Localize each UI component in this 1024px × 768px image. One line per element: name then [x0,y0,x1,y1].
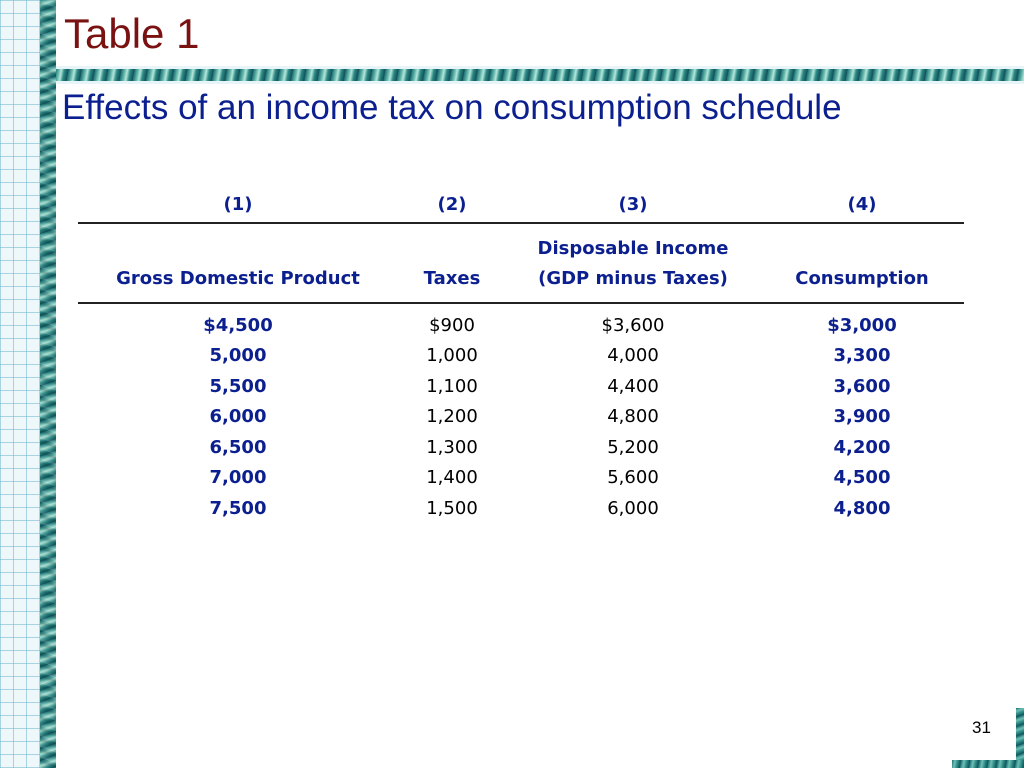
gdp-cell: $4,500 [203,314,273,336]
disposable-income-cell: 5,600 [607,467,659,489]
page-number: 31 [972,718,991,737]
table-row [78,303,964,341]
table-row [78,402,964,433]
gdp-cell: 6,000 [209,406,267,428]
column-number: (1) [78,186,398,223]
taxes-cell: 1,300 [426,436,478,458]
column-number: (2) [398,186,506,223]
column-header-row [78,223,964,303]
gdp-cell: 5,500 [209,375,267,397]
disposable-income-cell: 4,000 [607,345,659,367]
corner-decoration-right [1016,708,1024,768]
corner-decoration-bottom [952,760,1024,768]
disposable-income-cell: 4,400 [607,375,659,397]
taxes-cell: $900 [429,314,475,336]
consumption-cell: 3,300 [833,345,891,367]
header-line: (GDP minus Taxes) [538,268,728,289]
table-row [78,463,964,494]
taxes-cell: 1,400 [426,467,478,489]
consumption-cell: $3,000 [827,314,897,336]
header-line: Consumption [795,268,929,289]
header-taxes [398,223,506,303]
gdp-cell: 5,000 [209,345,267,367]
column-number: (4) [760,186,964,223]
disposable-income-cell: $3,600 [601,314,665,336]
consumption-cell: 4,500 [833,467,891,489]
title-divider-band [56,66,1024,84]
taxes-cell: 1,100 [426,375,478,397]
taxes-cell: 1,200 [426,406,478,428]
disposable-income-cell: 6,000 [607,497,659,519]
table-row [78,493,964,524]
table-row [78,341,964,372]
consumption-cell: 3,900 [833,406,891,428]
consumption-cell: 3,600 [833,375,891,397]
gdp-cell: 7,500 [209,497,267,519]
consumption-cell: 4,200 [833,436,891,458]
consumption-cell: 4,800 [833,497,891,519]
header-disposable-income [506,223,760,303]
header-line: Disposable Income [537,238,729,259]
header-line: Gross Domestic Product [116,268,360,289]
taxes-cell: 1,500 [426,497,478,519]
header-gdp [78,223,398,303]
table-row [78,371,964,402]
disposable-income-cell: 5,200 [607,436,659,458]
gdp-cell: 6,500 [209,436,267,458]
consumption-table [78,186,964,524]
gdp-cell: 7,000 [209,467,267,489]
table-row [78,432,964,463]
header-consumption [760,223,964,303]
slide-title: Table 1 [64,10,200,57]
header-line: Taxes [423,268,481,289]
left-marble-border [40,0,56,768]
column-number: (3) [506,186,760,223]
disposable-income-cell: 4,800 [607,406,659,428]
column-number-row [78,186,964,223]
taxes-cell: 1,000 [426,345,478,367]
left-grid-border [0,0,40,768]
slide-subtitle: Effects of an income tax on consumption schedule [62,88,842,127]
